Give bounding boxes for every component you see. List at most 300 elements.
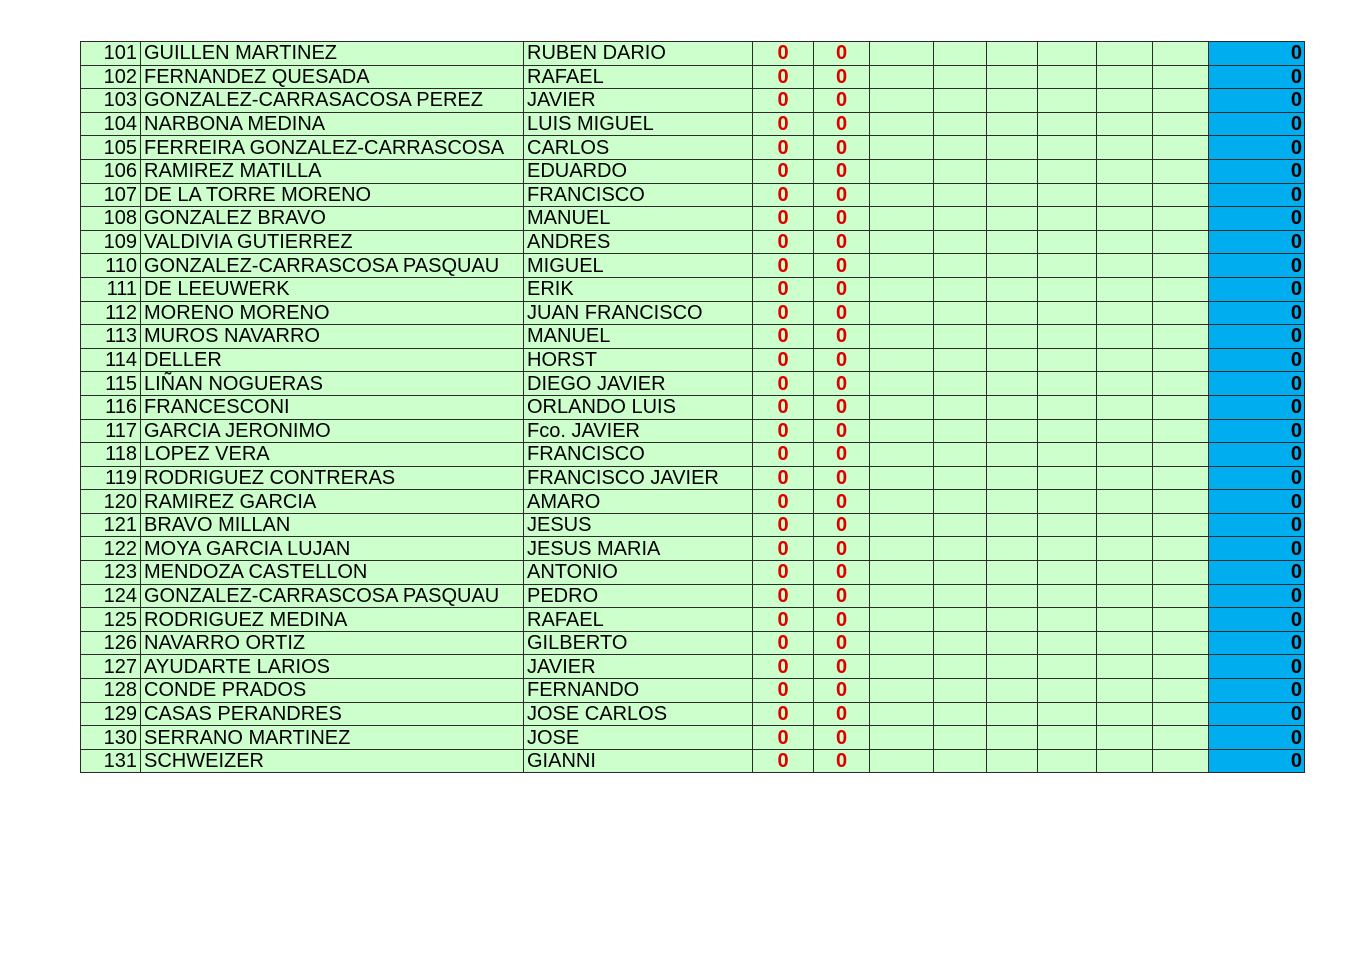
score-cell-1: 0 xyxy=(753,325,814,349)
row-number-cell: 130 xyxy=(81,726,141,750)
total-cell: 0 xyxy=(1209,301,1305,325)
score-cell-1: 0 xyxy=(753,631,814,655)
row-number-cell: 127 xyxy=(81,655,141,679)
total-cell: 0 xyxy=(1209,42,1305,66)
score-cell-1: 0 xyxy=(753,655,814,679)
empty-cell xyxy=(987,537,1038,561)
score-cell-2: 0 xyxy=(814,749,870,773)
empty-cell xyxy=(1038,726,1097,750)
empty-cell xyxy=(987,348,1038,372)
table-row xyxy=(81,443,1305,467)
empty-cell xyxy=(1097,631,1153,655)
total-cell: 0 xyxy=(1209,419,1305,443)
first-name-cell: MANUEL xyxy=(524,207,753,231)
score-cell-2: 0 xyxy=(814,395,870,419)
table-row xyxy=(81,608,1305,632)
first-name-cell: DIEGO JAVIER xyxy=(524,372,753,396)
empty-cell xyxy=(987,419,1038,443)
empty-cell xyxy=(934,513,987,537)
surname-cell: RODRIGUEZ MEDINA xyxy=(141,608,524,632)
empty-cell xyxy=(1038,277,1097,301)
surname-cell: CASAS PERANDRES xyxy=(141,702,524,726)
empty-cell xyxy=(1097,42,1153,66)
total-cell: 0 xyxy=(1209,608,1305,632)
surname-cell: LOPEZ VERA xyxy=(141,443,524,467)
score-cell-1: 0 xyxy=(753,254,814,278)
empty-cell xyxy=(1153,207,1209,231)
row-number-cell: 128 xyxy=(81,679,141,703)
empty-cell xyxy=(987,301,1038,325)
empty-cell xyxy=(934,325,987,349)
empty-cell xyxy=(870,395,934,419)
total-cell: 0 xyxy=(1209,726,1305,750)
first-name-cell: EDUARDO xyxy=(524,159,753,183)
surname-cell: AYUDARTE LARIOS xyxy=(141,655,524,679)
score-cell-2: 0 xyxy=(814,301,870,325)
total-cell: 0 xyxy=(1209,254,1305,278)
empty-cell xyxy=(987,726,1038,750)
row-number-cell: 116 xyxy=(81,395,141,419)
score-cell-2: 0 xyxy=(814,631,870,655)
empty-cell xyxy=(870,490,934,514)
empty-cell xyxy=(1153,277,1209,301)
empty-cell xyxy=(1153,395,1209,419)
score-cell-1: 0 xyxy=(753,466,814,490)
empty-cell xyxy=(1097,584,1153,608)
row-number-cell: 110 xyxy=(81,254,141,278)
empty-cell xyxy=(934,443,987,467)
score-cell-2: 0 xyxy=(814,443,870,467)
row-number-cell: 129 xyxy=(81,702,141,726)
empty-cell xyxy=(1097,207,1153,231)
empty-cell xyxy=(987,254,1038,278)
empty-cell xyxy=(934,372,987,396)
empty-cell xyxy=(1038,348,1097,372)
empty-cell xyxy=(870,749,934,773)
empty-cell xyxy=(934,183,987,207)
row-number-cell: 106 xyxy=(81,159,141,183)
surname-cell: RODRIGUEZ CONTRERAS xyxy=(141,466,524,490)
first-name-cell: Fco. JAVIER xyxy=(524,419,753,443)
score-cell-2: 0 xyxy=(814,679,870,703)
first-name-cell: JOSE CARLOS xyxy=(524,702,753,726)
total-cell: 0 xyxy=(1209,136,1305,160)
empty-cell xyxy=(934,301,987,325)
first-name-cell: FRANCISCO xyxy=(524,443,753,467)
empty-cell xyxy=(1038,584,1097,608)
table-row xyxy=(81,655,1305,679)
empty-cell xyxy=(934,466,987,490)
table-row xyxy=(81,136,1305,160)
first-name-cell: CARLOS xyxy=(524,136,753,160)
score-cell-2: 0 xyxy=(814,136,870,160)
row-number-cell: 105 xyxy=(81,136,141,160)
empty-cell xyxy=(1038,325,1097,349)
score-cell-2: 0 xyxy=(814,513,870,537)
first-name-cell: MANUEL xyxy=(524,325,753,349)
empty-cell xyxy=(1097,395,1153,419)
table-row xyxy=(81,561,1305,585)
empty-cell xyxy=(934,584,987,608)
empty-cell xyxy=(987,89,1038,113)
score-cell-1: 0 xyxy=(753,207,814,231)
surname-cell: GONZALEZ-CARRASCOSA PASQUAU xyxy=(141,254,524,278)
score-cell-2: 0 xyxy=(814,89,870,113)
empty-cell xyxy=(1038,561,1097,585)
first-name-cell: JESUS xyxy=(524,513,753,537)
table-row xyxy=(81,372,1305,396)
score-cell-2: 0 xyxy=(814,183,870,207)
table-row xyxy=(81,679,1305,703)
score-cell-1: 0 xyxy=(753,749,814,773)
surname-cell: FRANCESCONI xyxy=(141,395,524,419)
score-cell-2: 0 xyxy=(814,608,870,632)
empty-cell xyxy=(934,136,987,160)
empty-cell xyxy=(1038,372,1097,396)
table-row xyxy=(81,749,1305,773)
empty-cell xyxy=(1038,702,1097,726)
surname-cell: FERNANDEZ QUESADA xyxy=(141,65,524,89)
total-cell: 0 xyxy=(1209,443,1305,467)
empty-cell xyxy=(1153,254,1209,278)
empty-cell xyxy=(987,159,1038,183)
empty-cell xyxy=(870,159,934,183)
empty-cell xyxy=(1038,42,1097,66)
empty-cell xyxy=(1153,702,1209,726)
total-cell: 0 xyxy=(1209,112,1305,136)
row-number-cell: 121 xyxy=(81,513,141,537)
empty-cell xyxy=(1097,372,1153,396)
empty-cell xyxy=(987,631,1038,655)
empty-cell xyxy=(1153,301,1209,325)
empty-cell xyxy=(1097,89,1153,113)
empty-cell xyxy=(934,254,987,278)
empty-cell xyxy=(1097,136,1153,160)
empty-cell xyxy=(1038,65,1097,89)
total-cell: 0 xyxy=(1209,207,1305,231)
score-cell-1: 0 xyxy=(753,372,814,396)
score-cell-2: 0 xyxy=(814,372,870,396)
empty-cell xyxy=(1038,254,1097,278)
table-row xyxy=(81,230,1305,254)
score-cell-1: 0 xyxy=(753,301,814,325)
empty-cell xyxy=(1153,655,1209,679)
empty-cell xyxy=(1038,631,1097,655)
row-number-cell: 112 xyxy=(81,301,141,325)
empty-cell xyxy=(1097,537,1153,561)
table-row xyxy=(81,702,1305,726)
empty-cell xyxy=(870,561,934,585)
empty-cell xyxy=(870,655,934,679)
empty-cell xyxy=(1038,159,1097,183)
empty-cell xyxy=(934,419,987,443)
score-cell-1: 0 xyxy=(753,608,814,632)
empty-cell xyxy=(934,65,987,89)
first-name-cell: PEDRO xyxy=(524,584,753,608)
table-row xyxy=(81,89,1305,113)
empty-cell xyxy=(1038,301,1097,325)
first-name-cell: ANTONIO xyxy=(524,561,753,585)
empty-cell xyxy=(870,136,934,160)
table-row xyxy=(81,325,1305,349)
empty-cell xyxy=(1153,112,1209,136)
empty-cell xyxy=(870,679,934,703)
empty-cell xyxy=(987,608,1038,632)
first-name-cell: HORST xyxy=(524,348,753,372)
empty-cell xyxy=(1153,726,1209,750)
empty-cell xyxy=(1097,183,1153,207)
empty-cell xyxy=(1097,277,1153,301)
surname-cell: SERRANO MARTINEZ xyxy=(141,726,524,750)
score-cell-1: 0 xyxy=(753,183,814,207)
total-cell: 0 xyxy=(1209,513,1305,537)
empty-cell xyxy=(1038,183,1097,207)
surname-cell: LIÑAN NOGUERAS xyxy=(141,372,524,396)
score-cell-1: 0 xyxy=(753,42,814,66)
score-cell-2: 0 xyxy=(814,584,870,608)
total-cell: 0 xyxy=(1209,277,1305,301)
empty-cell xyxy=(1153,608,1209,632)
score-cell-2: 0 xyxy=(814,277,870,301)
surname-cell: SCHWEIZER xyxy=(141,749,524,773)
table-row xyxy=(81,183,1305,207)
empty-cell xyxy=(1038,419,1097,443)
empty-cell xyxy=(934,89,987,113)
row-number-cell: 126 xyxy=(81,631,141,655)
row-number-cell: 114 xyxy=(81,348,141,372)
empty-cell xyxy=(934,702,987,726)
empty-cell xyxy=(1097,254,1153,278)
surname-cell: RAMIREZ GARCIA xyxy=(141,490,524,514)
empty-cell xyxy=(1153,65,1209,89)
first-name-cell: LUIS MIGUEL xyxy=(524,112,753,136)
score-cell-1: 0 xyxy=(753,348,814,372)
table-row xyxy=(81,466,1305,490)
empty-cell xyxy=(1097,679,1153,703)
score-cell-1: 0 xyxy=(753,159,814,183)
empty-cell xyxy=(1097,230,1153,254)
empty-cell xyxy=(1097,301,1153,325)
empty-cell xyxy=(1153,159,1209,183)
surname-cell: VALDIVIA GUTIERREZ xyxy=(141,230,524,254)
surname-cell: MENDOZA CASTELLON xyxy=(141,561,524,585)
total-cell: 0 xyxy=(1209,183,1305,207)
surname-cell: GARCIA JERONIMO xyxy=(141,419,524,443)
surname-cell: RAMIREZ MATILLA xyxy=(141,159,524,183)
empty-cell xyxy=(870,702,934,726)
empty-cell xyxy=(934,112,987,136)
surname-cell: BRAVO MILLAN xyxy=(141,513,524,537)
empty-cell xyxy=(934,749,987,773)
row-number-cell: 109 xyxy=(81,230,141,254)
empty-cell xyxy=(1097,702,1153,726)
empty-cell xyxy=(1097,513,1153,537)
table-body xyxy=(81,42,1305,773)
first-name-cell: GILBERTO xyxy=(524,631,753,655)
table-row xyxy=(81,490,1305,514)
first-name-cell: RAFAEL xyxy=(524,65,753,89)
empty-cell xyxy=(1097,159,1153,183)
empty-cell xyxy=(1097,561,1153,585)
empty-cell xyxy=(870,537,934,561)
empty-cell xyxy=(870,631,934,655)
surname-cell: MOYA GARCIA LUJAN xyxy=(141,537,524,561)
empty-cell xyxy=(934,655,987,679)
row-number-cell: 113 xyxy=(81,325,141,349)
surname-cell: FERREIRA GONZALEZ-CARRASCOSA xyxy=(141,136,524,160)
empty-cell xyxy=(934,230,987,254)
row-number-cell: 101 xyxy=(81,42,141,66)
table-row xyxy=(81,631,1305,655)
score-cell-2: 0 xyxy=(814,348,870,372)
empty-cell xyxy=(870,112,934,136)
empty-cell xyxy=(987,443,1038,467)
row-number-cell: 123 xyxy=(81,561,141,585)
empty-cell xyxy=(987,466,1038,490)
score-cell-1: 0 xyxy=(753,490,814,514)
empty-cell xyxy=(1153,490,1209,514)
empty-cell xyxy=(934,159,987,183)
total-cell: 0 xyxy=(1209,631,1305,655)
row-number-cell: 107 xyxy=(81,183,141,207)
first-name-cell: MIGUEL xyxy=(524,254,753,278)
first-name-cell: RAFAEL xyxy=(524,608,753,632)
empty-cell xyxy=(1097,608,1153,632)
score-cell-2: 0 xyxy=(814,159,870,183)
empty-cell xyxy=(1153,513,1209,537)
empty-cell xyxy=(870,443,934,467)
empty-cell xyxy=(1097,490,1153,514)
empty-cell xyxy=(1153,183,1209,207)
total-cell: 0 xyxy=(1209,89,1305,113)
empty-cell xyxy=(987,207,1038,231)
score-cell-1: 0 xyxy=(753,277,814,301)
table-row xyxy=(81,513,1305,537)
empty-cell xyxy=(1153,631,1209,655)
empty-cell xyxy=(1153,325,1209,349)
score-cell-1: 0 xyxy=(753,395,814,419)
table-row xyxy=(81,159,1305,183)
empty-cell xyxy=(1038,207,1097,231)
empty-cell xyxy=(1038,230,1097,254)
empty-cell xyxy=(934,42,987,66)
surname-cell: DE LEEUWERK xyxy=(141,277,524,301)
score-cell-2: 0 xyxy=(814,254,870,278)
empty-cell xyxy=(1038,513,1097,537)
empty-cell xyxy=(987,749,1038,773)
empty-cell xyxy=(1153,584,1209,608)
row-number-cell: 117 xyxy=(81,419,141,443)
empty-cell xyxy=(1097,419,1153,443)
empty-cell xyxy=(934,395,987,419)
empty-cell xyxy=(1153,89,1209,113)
table-row xyxy=(81,395,1305,419)
total-cell: 0 xyxy=(1209,230,1305,254)
empty-cell xyxy=(987,230,1038,254)
empty-cell xyxy=(987,136,1038,160)
score-cell-2: 0 xyxy=(814,325,870,349)
empty-cell xyxy=(987,183,1038,207)
total-cell: 0 xyxy=(1209,537,1305,561)
first-name-cell: FRANCISCO JAVIER xyxy=(524,466,753,490)
empty-cell xyxy=(1153,419,1209,443)
total-cell: 0 xyxy=(1209,325,1305,349)
empty-cell xyxy=(1153,749,1209,773)
empty-cell xyxy=(870,42,934,66)
empty-cell xyxy=(987,372,1038,396)
results-table xyxy=(80,41,1305,773)
empty-cell xyxy=(934,537,987,561)
score-cell-1: 0 xyxy=(753,65,814,89)
surname-cell: DE LA TORRE MORENO xyxy=(141,183,524,207)
total-cell: 0 xyxy=(1209,679,1305,703)
empty-cell xyxy=(1097,726,1153,750)
empty-cell xyxy=(1038,537,1097,561)
table-row xyxy=(81,348,1305,372)
empty-cell xyxy=(987,561,1038,585)
table-row xyxy=(81,42,1305,66)
total-cell: 0 xyxy=(1209,372,1305,396)
empty-cell xyxy=(1038,679,1097,703)
row-number-cell: 119 xyxy=(81,466,141,490)
table-row xyxy=(81,277,1305,301)
empty-cell xyxy=(870,584,934,608)
empty-cell xyxy=(870,207,934,231)
score-cell-2: 0 xyxy=(814,207,870,231)
empty-cell xyxy=(1097,443,1153,467)
empty-cell xyxy=(987,42,1038,66)
total-cell: 0 xyxy=(1209,561,1305,585)
table-row xyxy=(81,537,1305,561)
empty-cell xyxy=(934,277,987,301)
score-cell-1: 0 xyxy=(753,89,814,113)
empty-cell xyxy=(1153,679,1209,703)
empty-cell xyxy=(1038,89,1097,113)
empty-cell xyxy=(870,65,934,89)
first-name-cell: JUAN FRANCISCO xyxy=(524,301,753,325)
total-cell: 0 xyxy=(1209,466,1305,490)
first-name-cell: ERIK xyxy=(524,277,753,301)
table-row xyxy=(81,112,1305,136)
empty-cell xyxy=(934,207,987,231)
empty-cell xyxy=(934,348,987,372)
empty-cell xyxy=(1153,443,1209,467)
empty-cell xyxy=(1153,348,1209,372)
empty-cell xyxy=(1097,65,1153,89)
surname-cell: GONZALEZ-CARRASACOSA PEREZ xyxy=(141,89,524,113)
row-number-cell: 122 xyxy=(81,537,141,561)
surname-cell: CONDE PRADOS xyxy=(141,679,524,703)
empty-cell xyxy=(1097,655,1153,679)
empty-cell xyxy=(934,608,987,632)
first-name-cell: GIANNI xyxy=(524,749,753,773)
empty-cell xyxy=(870,301,934,325)
empty-cell xyxy=(1097,112,1153,136)
empty-cell xyxy=(1038,136,1097,160)
total-cell: 0 xyxy=(1209,159,1305,183)
empty-cell xyxy=(870,726,934,750)
empty-cell xyxy=(870,419,934,443)
score-cell-2: 0 xyxy=(814,65,870,89)
empty-cell xyxy=(987,395,1038,419)
total-cell: 0 xyxy=(1209,749,1305,773)
table-row xyxy=(81,584,1305,608)
table-row xyxy=(81,301,1305,325)
table-row xyxy=(81,419,1305,443)
score-cell-2: 0 xyxy=(814,230,870,254)
surname-cell: GUILLEN MARTINEZ xyxy=(141,42,524,66)
empty-cell xyxy=(1038,466,1097,490)
